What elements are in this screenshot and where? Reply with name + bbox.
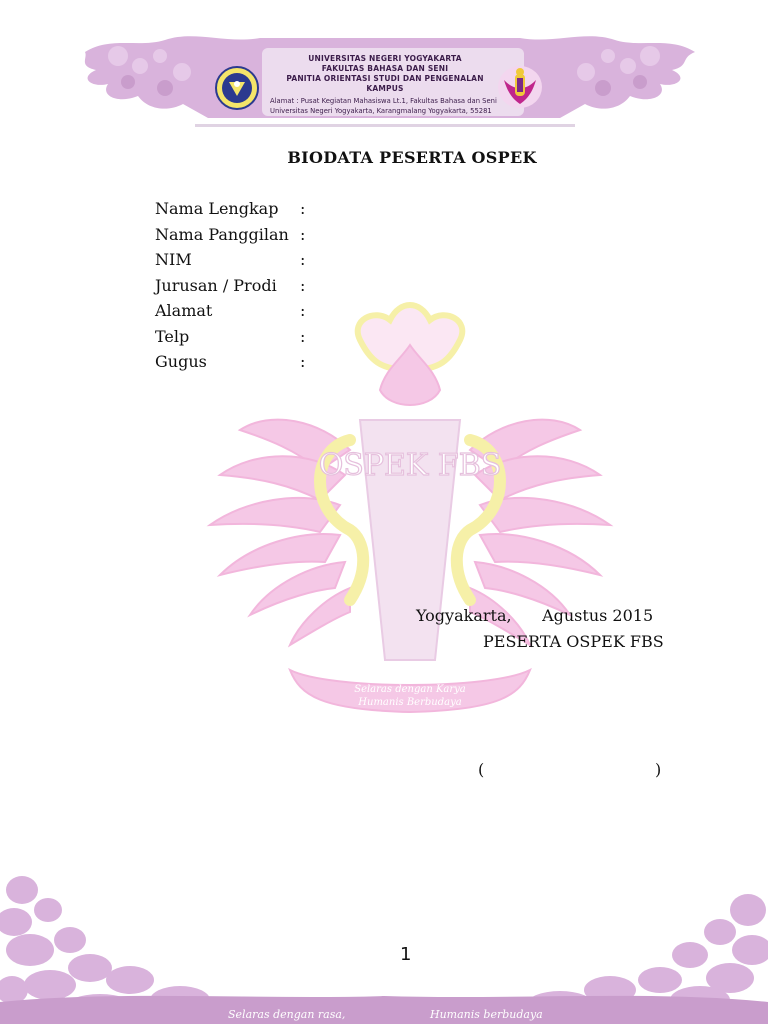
- field-label: Nama Panggilan: [155, 224, 289, 244]
- form-field-jurusan-prodi: [155, 275, 555, 301]
- header-divider: [195, 124, 575, 127]
- address-line: Universitas Negeri Yogyakarta, Karangmalang Yogyakarta, 55281: [270, 107, 492, 115]
- field-separator: :: [300, 301, 306, 320]
- document-title: BIODATA PESERTA OSPEK: [287, 148, 537, 167]
- biodata-form: [155, 198, 555, 377]
- field-label: Jurusan / Prodi: [155, 275, 277, 295]
- form-field-gugus: [155, 351, 555, 377]
- signature-close-paren: ): [655, 760, 662, 779]
- footer-motto-right: Humanis berbudaya: [430, 1008, 543, 1021]
- field-separator: :: [300, 275, 306, 295]
- footer-motto-left: Selaras dengan rasa,: [228, 1008, 346, 1021]
- form-field-nim: [155, 249, 555, 275]
- field-separator: :: [300, 199, 306, 218]
- form-field-alamat: [155, 300, 555, 326]
- institution-address: [270, 96, 520, 116]
- field-label: Gugus: [155, 352, 207, 371]
- signature-place-date: Yogyakarta, Agustus 2015: [416, 606, 654, 625]
- watermark-motto-line: Humanis Berbudaya: [358, 697, 462, 708]
- footer-ornament: [0, 850, 768, 1024]
- footer-cloud-ornament: [0, 850, 768, 1024]
- field-separator: :: [300, 326, 306, 346]
- watermark-emblem-text: OSPEK FBS: [318, 448, 502, 483]
- field-separator: :: [300, 250, 306, 269]
- address-line: Alamat : Pusat Kegiatan Mahasiswa Lt.1, Fakultas Bahasa dan Seni: [270, 97, 497, 105]
- field-label: NIM: [155, 250, 192, 269]
- institution-name: [270, 54, 500, 94]
- signature-role: PESERTA OSPEK FBS: [483, 632, 664, 651]
- field-separator: :: [300, 224, 306, 244]
- institution-line: UNIVERSITAS NEGERI YOGYAKARTA: [308, 54, 462, 63]
- letterhead: [0, 0, 768, 140]
- signature-open-paren: (: [478, 760, 485, 779]
- watermark-motto-line: Selaras dengan Karya: [354, 684, 466, 695]
- field-label: Telp: [155, 326, 190, 346]
- institution-line: FAKULTAS BAHASA DAN SENI: [321, 64, 449, 73]
- field-label: Nama Lengkap: [155, 199, 279, 218]
- field-separator: :: [300, 352, 306, 371]
- form-field-nama-panggilan: [155, 224, 555, 250]
- form-field-telp: [155, 326, 555, 352]
- field-label: Alamat: [155, 301, 213, 320]
- form-field-nama-lengkap: [155, 198, 555, 224]
- page-number: 1: [400, 944, 412, 965]
- institution-line: PANITIA ORIENTASI STUDI DAN PENGENALAN KAMPUS: [286, 74, 484, 93]
